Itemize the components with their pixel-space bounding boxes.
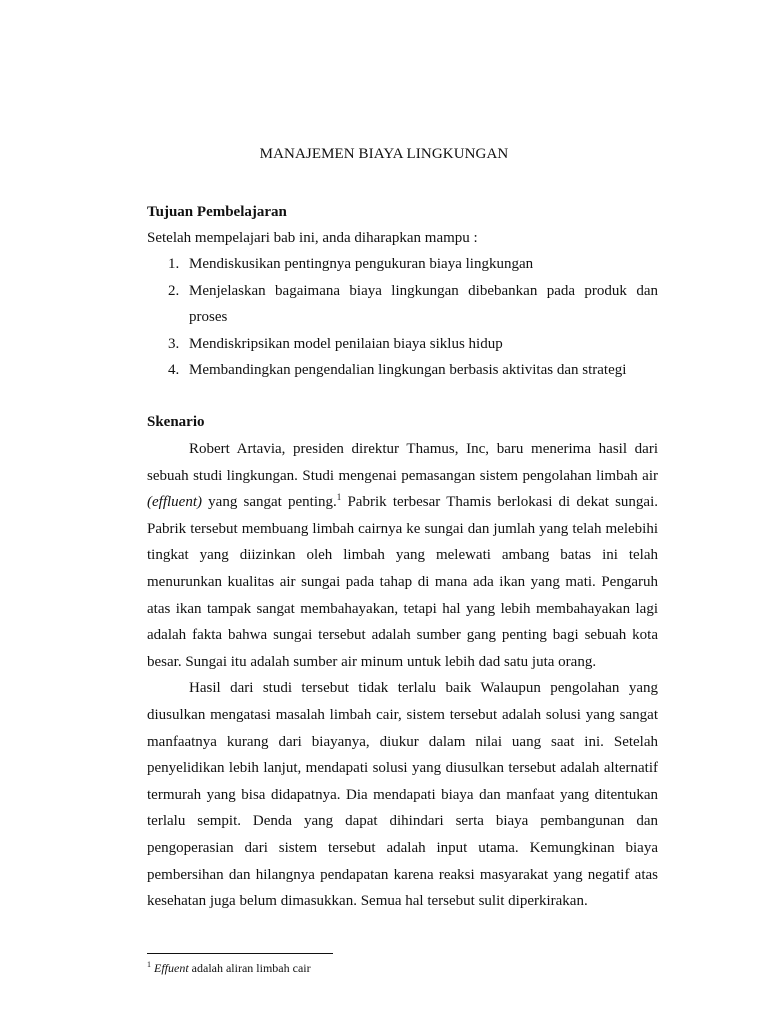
document-title: MANAJEMEN BIAYA LINGKUNGAN bbox=[259, 146, 509, 162]
paragraph-text: Robert Artavia, presiden direktur Thamus, Inc, baru menerima hasil dari sebuah studi lingkungan. Studi mengenai pemasangan sistem pengolahan limbah air bbox=[147, 441, 658, 484]
objective-item bbox=[147, 357, 658, 384]
paragraph-text: Pabrik terbesar Thamis berlokasi di dekat sungai. Pabrik tersebut membuang limbah cairnya ke sungai dan jumlah yang telah melebihi tingkat yang diizinkan oleh limbah yang melewati ambang batas ini telah menurunkan kualitas air sungai pada tahap di mana ada ikan yang mati. Pengaruh atas ikan tampak sangat membahayakan, tetapi hal yang lebih membahayakan lagi adalah fakta bahwa sungai tersebut adalah sumber gang penting bagi sebuah kota besar. Sungai itu adalah sumber air minum untuk lebih dad satu juta orang. bbox=[147, 494, 658, 670]
scenario-heading: Skenario bbox=[147, 414, 205, 430]
objective-text: Mendiskusikan pentingnya pengukuran biaya lingkungan bbox=[189, 256, 534, 272]
footnote-term: Effuent bbox=[154, 961, 189, 975]
objectives-intro: Setelah mempelajari bab ini, anda diharapkan mampu : bbox=[147, 230, 478, 246]
objective-item bbox=[147, 251, 658, 278]
scenario-section bbox=[147, 408, 658, 915]
footnote bbox=[147, 960, 311, 976]
footnote-number: 1 bbox=[147, 960, 151, 969]
objective-text: Membandingkan pengendalian lingkungan berbasis aktivitas dan strategi bbox=[189, 362, 627, 378]
objective-number: 1. bbox=[168, 256, 180, 272]
objectives-section bbox=[147, 199, 658, 384]
scenario-paragraph-1 bbox=[147, 436, 658, 675]
objective-text: Mendiskripsikan model penilaian biaya siklus hidup bbox=[189, 335, 503, 352]
scenario-paragraph-2: Hasil dari studi tersebut tidak terlalu baik Walaupun pengolahan yang diusulkan mengatasi masalah limbah cair, sistem tersebut adalah solusi yang sangat manfaatnya kurang dari biayanya, diukur dalam nilai uang saat ini. Setelah penyelidikan lebih lanjut, mendapati solusi yang diusulkan tersebut adalah alternatif termurah yang bisa didapatnya. Dia mendapati biaya dan manfaat yang ditentukan terlalu sempit. Denda yang dapat dihindari serta biaya pembangunan dan pengoperasian dari sistem tersebut adalah input utama. Kemungkinan biaya pembersihan dan hilangnya pendapatan karena reaksi masyarakat yang negatif atas kesehatan juga belum dimasukkan. Semua hal tersebut sulit diperkirakan. bbox=[147, 680, 658, 910]
paragraph-text: yang sangat penting. bbox=[201, 494, 337, 511]
objective-text: Menjelaskan bagaimana biaya lingkungan dibebankan pada produk dan proses bbox=[189, 282, 658, 325]
footnote-reference[interactable]: 1 bbox=[336, 492, 342, 503]
objective-number: 3. bbox=[168, 335, 180, 352]
objective-item bbox=[147, 278, 658, 331]
objective-item bbox=[147, 331, 658, 358]
objectives-list bbox=[147, 251, 658, 384]
italic-term: (effluent) bbox=[147, 494, 202, 511]
objective-number: 4. bbox=[168, 362, 180, 378]
objective-number: 2. bbox=[168, 282, 180, 299]
footnote-text: adalah aliran limbah cair bbox=[188, 961, 311, 975]
footnote-divider bbox=[147, 953, 333, 954]
objectives-heading: Tujuan Pembelajaran bbox=[147, 204, 287, 220]
